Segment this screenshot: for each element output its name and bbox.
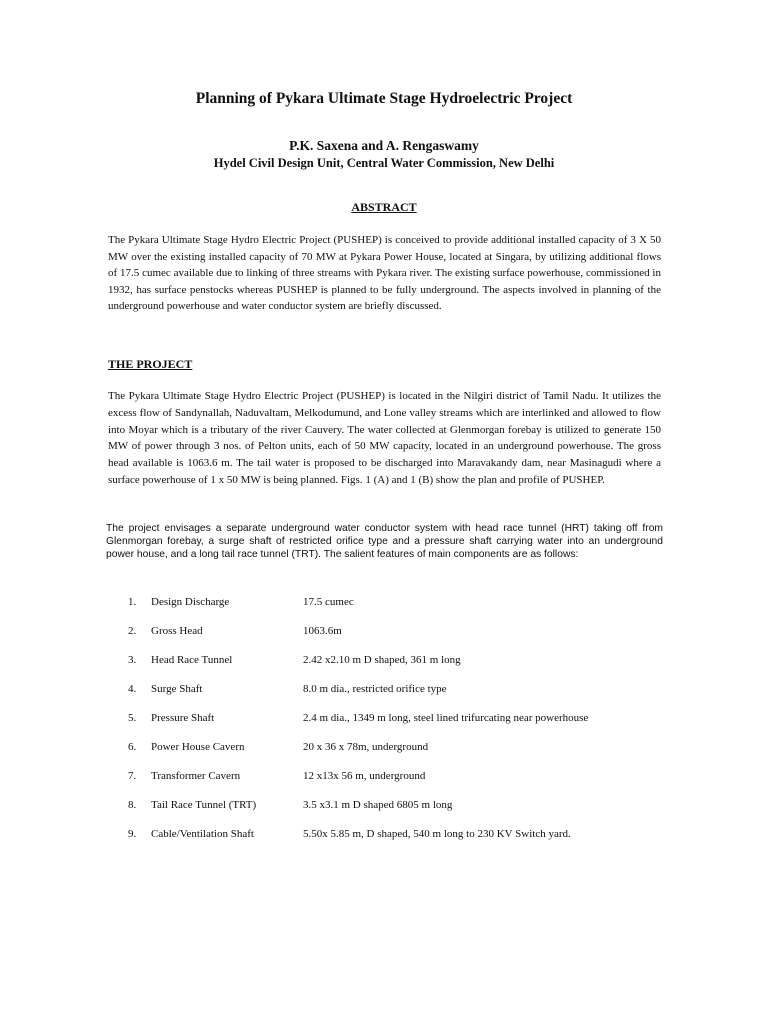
feature-name: Power House Cavern: [151, 741, 245, 753]
feature-name: Tail Race Tunnel (TRT): [151, 799, 257, 811]
project-paragraph: The Pykara Ultimate Stage Hydro Electric Project (PUSHEP) is located in the Nilgiri district of Tamil Nadu. It utilizes the excess flow of Sandynallah, Naduvaltam, Melkodumund, and Lone valley streams which are interlinked and allowed to flow into Moyar which is a tributary of the river Cauvery. The water collected at Glenmorgan forebay is utilized to generate 150 MW of power through 3 nos. of Pelton units, each of 50 MW capacity, located in an underground powerhouse. The gross head available is 1063.6 m. The tail water is proposed to be discharged into Maravakandy dam, near Masinagudi where a surface powerhouse of 1 x 50 MW is being planned. Figs. 1 (A) and 1 (B) show the plan and profile of PUSHEP.: [108, 390, 661, 486]
feature-value: 2.42 x2.10 m D shaped, 361 m long: [303, 654, 461, 666]
feature-item: [0, 770, 768, 799]
envisages-paragraph: The project envisages a separate underground water conductor system with head race tunnel (HRT) taking off from Glenmorgan forebay, a surge shaft of restricted orifice type and a pressure shaft carrying water into an underground power house, and a long tail race tunnel (TRT). The salient features of main components are as follows:: [106, 523, 663, 560]
feature-item: [0, 741, 768, 770]
feature-value: 12 x13x 56 m, underground: [303, 770, 426, 782]
feature-item: [0, 712, 768, 741]
feature-value: 3.5 x3.1 m D shaped 6805 m long: [303, 799, 453, 811]
feature-item: [0, 596, 768, 625]
feature-number: 6.: [128, 741, 137, 753]
feature-value: 2.4 m dia., 1349 m long, steel lined trifurcating near powerhouse: [303, 712, 589, 724]
feature-number: 4.: [128, 683, 137, 695]
feature-item: [0, 654, 768, 683]
feature-name: Gross Head: [151, 625, 203, 637]
project-heading: THE PROJECT: [108, 357, 193, 371]
feature-name: Transformer Cavern: [151, 770, 241, 782]
feature-number: 9.: [128, 828, 137, 840]
feature-number: 8.: [128, 799, 137, 811]
salient-features-list: [0, 596, 768, 857]
feature-value: 20 x 36 x 78m, underground: [303, 741, 429, 753]
abstract-heading: ABSTRACT: [351, 200, 417, 214]
feature-name: Pressure Shaft: [151, 712, 215, 724]
page-title: Planning of Pykara Ultimate Stage Hydroelectric Project: [195, 90, 573, 107]
abstract-paragraph: The Pykara Ultimate Stage Hydro Electric Project (PUSHEP) is conceived to provide additional installed capacity of 3 X 50 MW over the existing installed capacity of 70 MW at Pykara Power House, located at Singara, by utilizing additional flows of 17.5 cumec available due to linking of three streams with Pykara river. The existing surface powerhouse, commissioned in 1932, has surface penstocks whereas PUSHEP is planned to be fully underground. The aspects involved in planning of the underground powerhouse and water conductor system are briefly discussed.: [108, 234, 661, 312]
feature-item: [0, 625, 768, 654]
feature-number: 3.: [128, 654, 137, 666]
feature-value: 5.50x 5.85 m, D shaped, 540 m long to 230 KV Switch yard.: [303, 828, 571, 840]
feature-item: [0, 683, 768, 712]
feature-number: 7.: [128, 770, 137, 782]
feature-name: Design Discharge: [151, 596, 230, 608]
feature-value: 1063.6m: [303, 625, 342, 637]
feature-number: 2.: [128, 625, 137, 637]
feature-value: 8.0 m dia., restricted orifice type: [303, 683, 447, 695]
authors: P.K. Saxena and A. Rengaswamy: [289, 138, 479, 153]
affiliation: Hydel Civil Design Unit, Central Water Commission, New Delhi: [213, 156, 555, 170]
feature-item: [0, 828, 768, 857]
feature-number: 5.: [128, 712, 137, 724]
feature-name: Surge Shaft: [151, 683, 203, 695]
feature-name: Cable/Ventilation Shaft: [151, 828, 254, 840]
feature-number: 1.: [128, 596, 137, 608]
feature-item: [0, 799, 768, 828]
feature-value: 17.5 cumec: [303, 596, 354, 608]
feature-name: Head Race Tunnel: [151, 654, 233, 666]
